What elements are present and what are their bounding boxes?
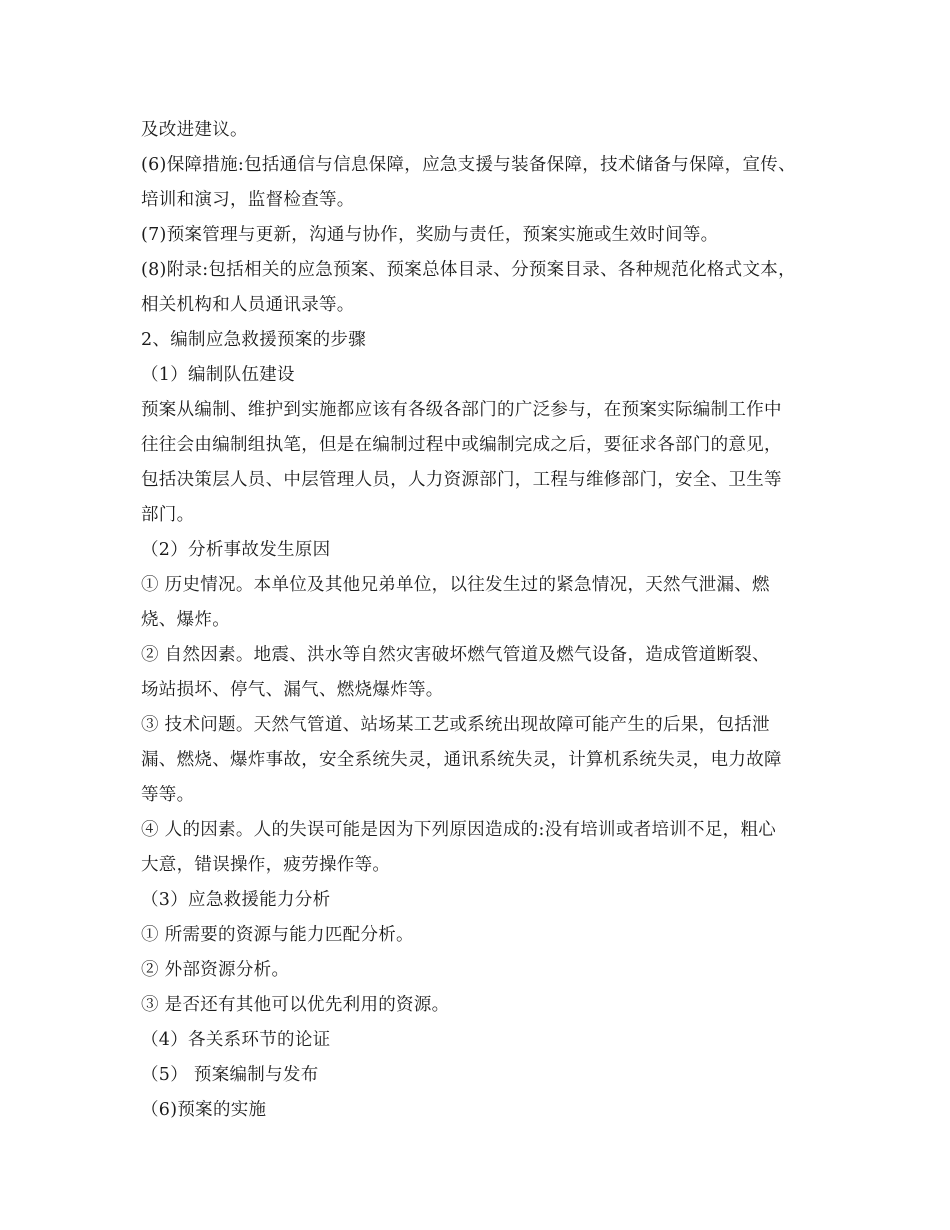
list-item: ① 所需要的资源与能力匹配分析。 [141, 925, 414, 945]
text-line: (6)保障措施:包括通信与信息保障，应急支援与装备保障，技术储备与保障，宣传、 [141, 155, 796, 175]
text-line: (7)预案管理与更新，沟通与协作，奖励与责任，预案实施或生效时间等。 [141, 225, 719, 245]
list-item: ② 外部资源分析。 [141, 960, 290, 980]
list-item: ③ 是否还有其他可以优先利用的资源。 [141, 995, 450, 1015]
text-line: 场站损坏、停气、漏气、燃烧爆炸等。 [141, 680, 444, 700]
text-line: 及改进建议。 [141, 120, 248, 140]
text-line: 相关机构和人员通讯录等。 [141, 295, 355, 315]
text-line: 往往会由编制组执笔，但是在编制过程中或编制完成之后，要征求各部门的意见， [141, 435, 782, 455]
text-line: 等等。 [141, 785, 195, 805]
subsection-heading: （2）分析事故发生原因 [141, 540, 331, 560]
text-line: 烧、爆炸。 [141, 610, 230, 630]
text-line: 包括决策层人员、中层管理人员，人力资源部门，工程与维修部门，安全、卫生等 [141, 470, 782, 490]
subsection-heading: （5） 预案编制与发布 [141, 1065, 319, 1085]
subsection-heading: （6)预案的实施 [141, 1100, 267, 1120]
subsection-heading: （4）各关系环节的论证 [141, 1030, 331, 1050]
text-line: 预案从编制、维护到实施都应该有各级各部门的广泛参与，在预案实际编制工作中 [141, 400, 782, 420]
section-heading: 2、编制应急救援预案的步骤 [141, 330, 367, 350]
document-body [141, 113, 831, 1128]
text-line: (8)附录:包括相关的应急预案、预案总体目录、分预案目录、各种规范化格式文本， [141, 260, 796, 280]
list-item: ④ 人的因素。人的失误可能是因为下列原因造成的:没有培训或者培训不足，粗心 [141, 820, 777, 840]
list-item: ② 自然因素。地震、洪水等自然灾害破坏燃气管道及燃气设备，造成管道断裂、 [141, 645, 770, 665]
list-item: ③ 技术问题。天然气管道、站场某工艺或系统出现故障可能产生的后果，包括泄 [141, 715, 770, 735]
list-item: ① 历史情况。本单位及其他兄弟单位，以往发生过的紧急情况，天然气泄漏、燃 [141, 575, 770, 595]
subsection-heading: （1）编制队伍建设 [141, 365, 295, 385]
text-line: 培训和演习，监督检查等。 [141, 190, 355, 210]
subsection-heading: （3）应急救援能力分析 [141, 890, 331, 910]
text-line: 漏、燃烧、爆炸事故，安全系统失灵，通讯系统失灵，计算机系统失灵，电力故障 [141, 750, 782, 770]
text-line: 部门。 [141, 505, 195, 525]
text-line: 大意，错误操作，疲劳操作等。 [141, 855, 391, 875]
